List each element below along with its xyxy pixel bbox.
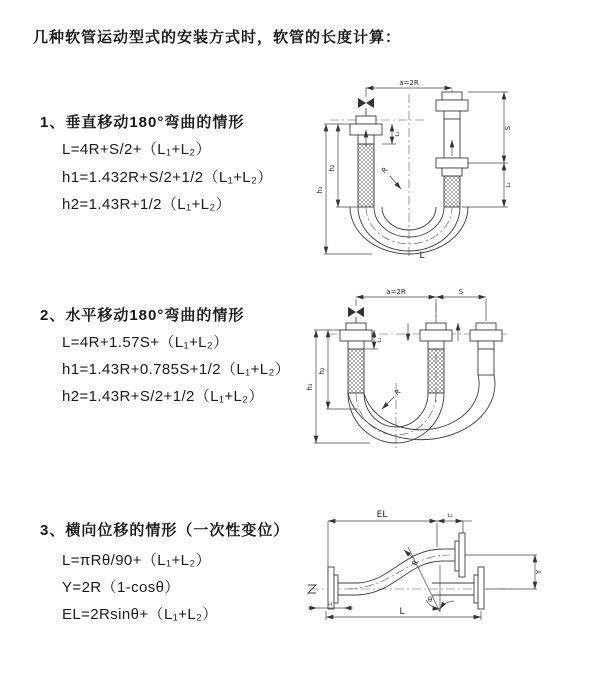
radius-label: R (393, 387, 403, 398)
section-3-formula-L: L=πRθ/90+（L₁+L₂） (62, 552, 211, 569)
dim-h1-label: h₁ (316, 186, 324, 194)
braided-hose-section (444, 176, 460, 207)
dim-l1-label: L₁ (327, 601, 333, 607)
dim-s-label: S (504, 125, 512, 131)
section-3-formula-EL: EL=2Rsinθ+（L₁+L₂） (62, 606, 218, 623)
section-3-formula-Y: Y=2R（1-cosθ） (62, 579, 180, 596)
left-flange-assembly (340, 323, 372, 393)
section-2-formula-h1: h1=1.43R+0.785S+1/2（L₁+L₂） (62, 361, 291, 378)
page-title: 几种软管运动型式的安装方式时，软管的长度计算： (33, 29, 402, 46)
angle-theta-label: θ (427, 596, 433, 604)
dim-l2-label: L₂ (506, 182, 512, 188)
dim-s-label: S (458, 288, 464, 296)
u-bend-arcs (348, 375, 495, 443)
dim-l1-label: L₁ (377, 337, 383, 343)
length-label: L (419, 251, 425, 261)
section-2-formula-L: L=4R+1.57S+（L₁+L₂） (62, 334, 229, 351)
braided-hose-section (358, 144, 374, 207)
dim-y-label: Y (535, 569, 543, 575)
radius-label: R (410, 558, 420, 568)
dim-h1-label: h₁ (306, 383, 314, 391)
left-pipe-assembly (350, 116, 382, 207)
middle-flange-assembly (420, 323, 452, 393)
valve-icon (348, 307, 364, 317)
section-3-heading: 3、横向位移的情形（一次性变位） (40, 522, 290, 539)
section-1-formula-h1: h1=1.432R+S/2+1/2（L₁+L₂） (62, 169, 273, 186)
dim-l2-label: L₂ (447, 513, 453, 519)
dim-h2-label: h₂ (328, 164, 336, 172)
section-2-heading: 2、水平移动180°弯曲的情形 (40, 307, 245, 324)
valve-icon (358, 98, 374, 108)
dim-a2r-label: a=2R (399, 79, 419, 87)
section-1-heading: 1、垂直移动180°弯曲的情形 (40, 114, 245, 131)
dim-el-label: EL (376, 510, 388, 520)
diagram-lateral-displacement (300, 505, 550, 650)
section-1-formula-L: L=4R+S/2+（L₁+L₂） (62, 141, 212, 158)
dim-l1-label: L₁ (395, 131, 401, 137)
dim-h2-label: h₂ (318, 367, 326, 375)
dim-a2r-label: a=2R (386, 288, 406, 296)
section-2-formula-h2: h2=1.43R+S/2+1/2（L₁+L₂） (62, 388, 264, 405)
diagram-vertical-180-bend (312, 72, 592, 262)
s-curve-hose (348, 549, 450, 595)
section-1-formula-h2: h2=1.43R+1/2（L₁+L₂） (62, 196, 232, 213)
braided-hose-section (348, 349, 364, 393)
right-flange-assembly (470, 323, 502, 375)
length-label: L (399, 607, 405, 617)
diagram-horizontal-180-bend (308, 283, 598, 453)
braided-hose-section (428, 349, 444, 393)
radius-label: R (380, 165, 390, 176)
